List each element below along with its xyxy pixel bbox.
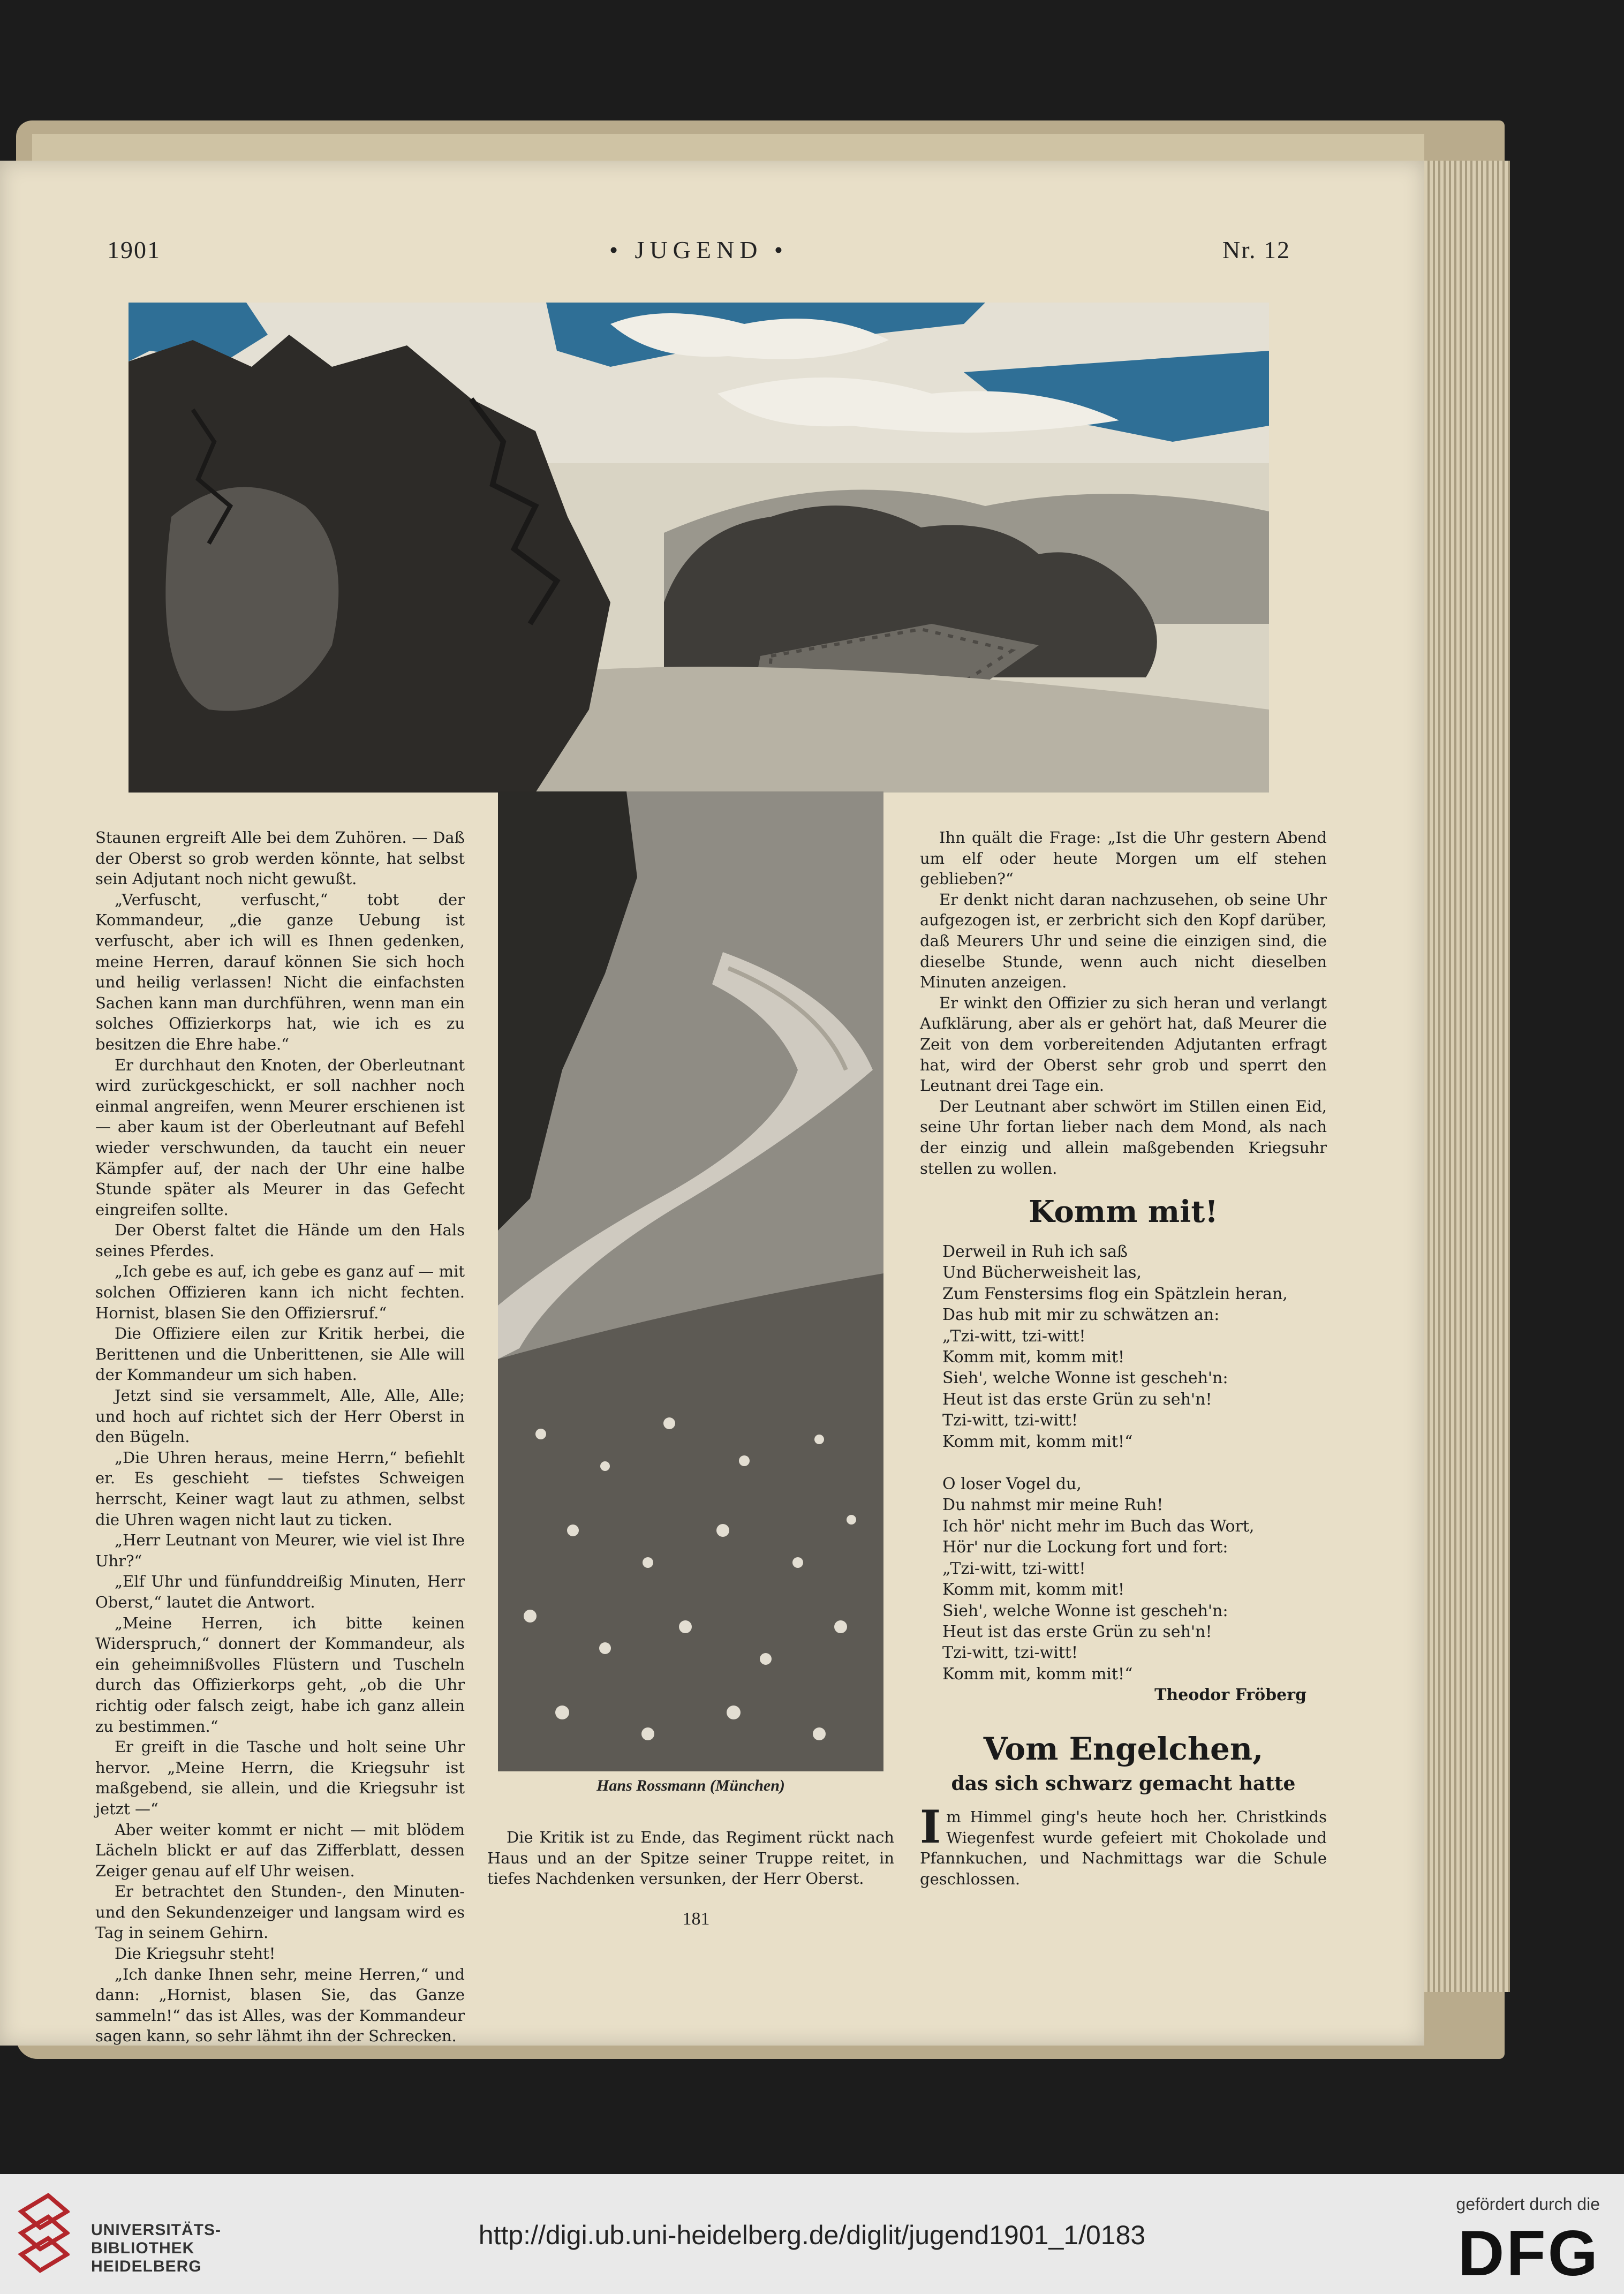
- poem-line: Sieh', welche Wonne ist gescheh'n:: [942, 1601, 1228, 1620]
- story-subtitle: das sich schwarz gemacht hatte: [951, 1772, 1296, 1795]
- left-text-column: [95, 827, 465, 2047]
- paragraph: „Ich gebe es auf, ich gebe es ganz auf — mit solchen Offizieren kann ich nicht fechten. Hornist, blasen Sie den Offiziersruf.“: [95, 1262, 465, 1322]
- right-text-column: [920, 827, 1327, 1179]
- library-name-line: BIBLIOTHEK: [91, 2239, 195, 2257]
- paragraph: „Ich danke Ihnen sehr, meine Herren,“ und dann: „Hornist, blasen Sie, das Ganze sammeln!“ das ist Alles, was der Kommandeur sagen kann, so sehr lähmt ihn der Schrecken.: [95, 1965, 465, 2046]
- landscape-illustration-upper-svg: [129, 303, 1269, 793]
- poem-body: [942, 1241, 1317, 1685]
- paragraph: Er betrachtet den Stunden-, den Minuten- und den Sekundenzeiger und langsam wird es Tag in seinem Gehirn.: [95, 1882, 465, 1942]
- paragraph: „Die Uhren heraus, meine Herrn,“ befiehlt er. Es geschieht — tiefstes Schweigen herrscht, Keiner wagt laut zu athmen, selbst die Uhren wagen nicht laut zu ticken.: [95, 1448, 465, 1529]
- paragraph: „Herr Leutnant von Meurer, wie viel ist Ihre Uhr?“: [95, 1531, 465, 1570]
- poem-line: Tzi-witt, tzi-witt!: [942, 1643, 1078, 1663]
- paragraph: Der Leutnant aber schwört im Stillen einen Eid, seine Uhr fortan lieber nach dem Mond, als nach der einzig und allein maßgebenden Kriegsuhr stellen zu wollen.: [920, 1097, 1327, 1178]
- paragraph: „Meine Herren, ich bitte keinen Widerspruch,“ donnert der Kommandeur, als ein geheimnißvolles Flüstern und Tuscheln durch das Offizierkorps geht, „ob die Uhr richtig oder falsch zeigt, habe ich ganz allein zu bestimmen.“: [95, 1613, 465, 1735]
- library-name-line: HEIDELBERG: [91, 2258, 202, 2275]
- header-issue-number: Nr. 12: [1222, 236, 1290, 263]
- poem-line: „Tzi-witt, tzi-witt!: [942, 1326, 1086, 1346]
- story-body: [920, 1800, 1327, 1889]
- poem-line: Komm mit, komm mit!: [942, 1348, 1125, 1367]
- paragraph: Ihn quält die Frage: „Ist die Uhr gestern Abend um elf oder heute Morgen um elf stehen geblieben?“: [920, 828, 1327, 888]
- paragraph: Der Oberst faltet die Hände um den Hals seines Pferdes.: [95, 1221, 465, 1260]
- poem-line: Tzi-witt, tzi-witt!: [942, 1411, 1078, 1430]
- landscape-illustration-lower-svg: [498, 791, 883, 1771]
- poem-line: Sieh', welche Wonne ist gescheh'n:: [942, 1369, 1228, 1388]
- poem-author: Theodor Fröberg: [1154, 1686, 1306, 1704]
- paragraph: Er winkt den Offizier zu sich heran und verlangt Aufklärung, aber als er gehört hat, daß Meurer die Zeit von dem vorbereitenden Adjutanten erfragt hat, wird der Oberst sehr grob und sperrt den Leutnant drei Tage ein.: [920, 993, 1327, 1095]
- paragraph: Die Kritik ist zu Ende, das Regiment rückt nach Haus und an der Spitze seiner Truppe reitet, in tiefes Nachdenken versunken, der Herr Oberst.: [487, 1828, 894, 1888]
- poem-line: Und Bücherweisheit las,: [942, 1263, 1142, 1282]
- permalink-url[interactable]: http://digi.ub.uni-heidelberg.de/diglit/jugend1901_1/0183: [478, 2220, 1146, 2250]
- funded-by-label: gefördert durch die: [1456, 2194, 1600, 2214]
- page-header: [107, 236, 1290, 268]
- poem-line: Heut ist das erste Grün zu seh'n!: [942, 1390, 1212, 1409]
- drop-cap: I: [920, 1800, 941, 1853]
- paragraph: Die Kriegsuhr steht!: [115, 1944, 276, 1963]
- poem-line: Ich hör' nicht mehr im Buch das Wort,: [942, 1516, 1255, 1536]
- poem-line: Du nahmst mir meine Ruh!: [942, 1496, 1164, 1515]
- poem-line: „Tzi-witt, tzi-witt!: [942, 1559, 1086, 1578]
- poem-line: Komm mit, komm mit!“: [942, 1432, 1133, 1451]
- paragraph: „Verfuscht, verfuscht,“ tobt der Kommandeur, „die ganze Uebung ist verfuscht, aber ich will es Ihnen gedenken, meine Herren, darauf können Sie sich hoch und heilig verlassen! Nicht die einfachsten Sachen kann man durchführen, wenn man ein solches Offizierkorps hat, wie ich es zu besitzen die Ehre habe.“: [95, 890, 465, 1053]
- paragraph: Er denkt nicht daran nachzusehen, ob seine Uhr aufgezogen ist, er zerbricht sich den Kopf darüber, daß Meurers Uhr und seine die einzigen sind, die dieselbe Stunde, wenn auch nicht dieselben Minuten anzeigen.: [920, 890, 1327, 992]
- poem-line: O loser Vogel du,: [942, 1475, 1082, 1494]
- story-title: Vom Engelchen,: [983, 1731, 1264, 1767]
- story-text: m Himmel ging's heute hoch her. Christkinds Wiegenfest wurde gefeiert mit Chokolade und Pfannkuchen, und Nachmittags war die Schule geschlossen.: [920, 1808, 1327, 1888]
- middle-text-column: [487, 1827, 894, 1889]
- paragraph: Jetzt sind sie versammelt, Alle, Alle, Alle; und hoch auf richtet sich der Herr Oberst in den Bügeln.: [95, 1386, 465, 1446]
- paragraph: Aber weiter kommt er nicht — mit blödem Lächeln blickt er auf das Zifferblatt, dessen Zeiger genau auf elf Uhr weisen.: [95, 1820, 465, 1880]
- landscape-illustration-lower: [498, 791, 883, 1771]
- header-year: 1901: [107, 236, 161, 263]
- paragraph: Staunen ergreift Alle bei dem Zuhören. — Daß der Oberst so grob werden könnte, hat selbst sein Adjutant noch nicht gewußt.: [95, 828, 465, 888]
- illustration-caption: Hans Rossmann (München): [596, 1777, 785, 1794]
- poem-line: Derweil in Ruh ich saß: [942, 1242, 1128, 1261]
- footer-bar: [0, 2174, 1624, 2294]
- poem-title: Komm mit!: [1029, 1194, 1218, 1229]
- poem-line: Komm mit, komm mit!: [942, 1580, 1125, 1599]
- paragraph: Er greift in die Tasche und holt seine Uhr hervor. „Meine Herrn, die Kriegsuhr ist maßgebend, sie allein, und die Kriegsuhr ist jetzt —“: [95, 1738, 465, 1818]
- poem-line: Heut ist das erste Grün zu seh'n!: [942, 1622, 1212, 1641]
- poem-line: Komm mit, komm mit!“: [942, 1664, 1133, 1684]
- poem-line: Hör' nur die Lockung fort und fort:: [942, 1538, 1228, 1557]
- dfg-logo[interactable]: DFG: [1457, 2217, 1600, 2289]
- paragraph: „Elf Uhr und fünfunddreißig Minuten, Herr Oberst,“ lautet die Antwort.: [95, 1572, 465, 1611]
- header-title: • JUGEND •: [609, 236, 789, 263]
- paragraph: Die Offiziere eilen zur Kritik herbei, die Berittenen und die Unberittenen, sie Alle will der Kommandeur um sich haben.: [95, 1324, 465, 1384]
- poem-line: Zum Fenstersims flog ein Spätzlein heran,: [942, 1284, 1288, 1303]
- library-name-line: UNIVERSITÄTS-: [91, 2221, 222, 2239]
- landscape-illustration: [129, 303, 1269, 793]
- stanza-gap: [942, 1452, 1317, 1474]
- poem-line: Das hub mit mir zu schwätzen an:: [942, 1306, 1220, 1325]
- paragraph: Er durchhaut den Knoten, der Oberleutnant wird zurückgeschickt, er soll nachher noch einmal angreifen, wenn Meurer erschienen ist — aber kaum ist der Oberleutnant auf Befehl wieder verschwunden, da taucht ein neuer Kämpfer auf, der nach der Uhr eine halbe Stunde später als Meurer in das Gefecht eingreifen sollte.: [95, 1055, 465, 1219]
- page-stack-edge: [1414, 161, 1510, 1992]
- page-number: 181: [682, 1909, 710, 1929]
